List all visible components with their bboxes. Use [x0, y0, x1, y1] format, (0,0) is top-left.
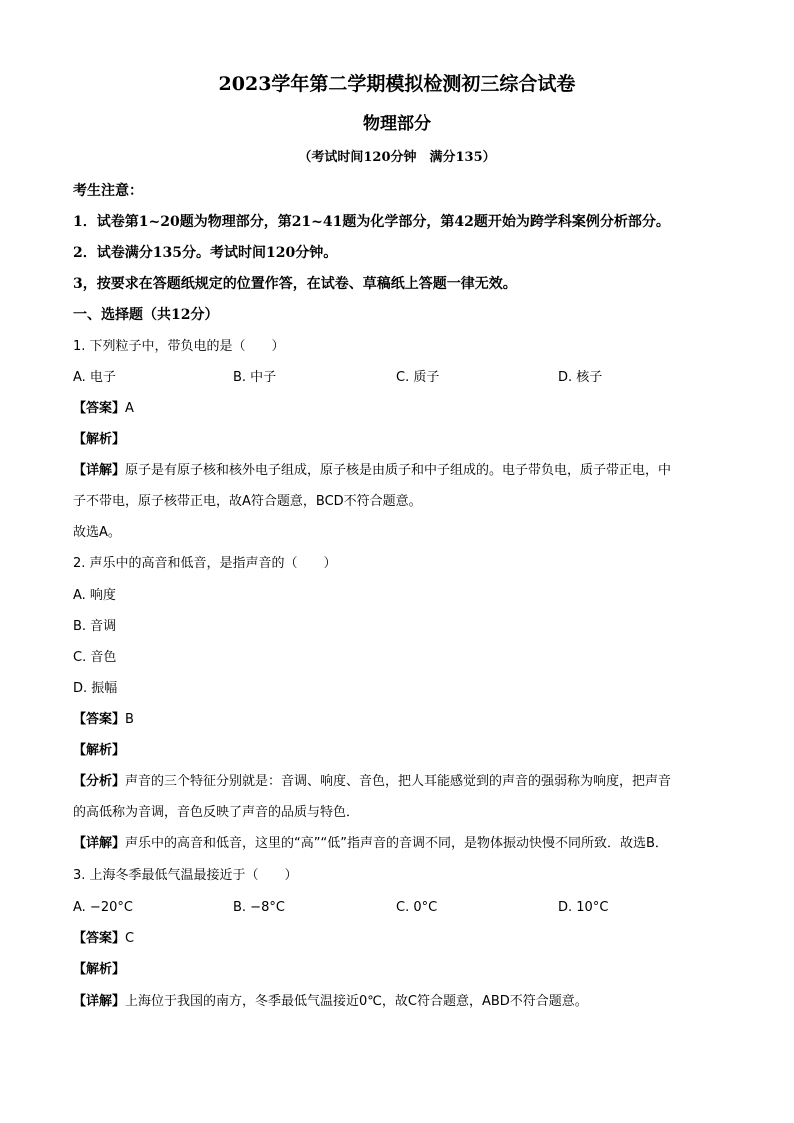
- section-title: 一、选择题（共12分）: [73, 307, 219, 323]
- q2-fenxi-line-1: [73, 772, 671, 792]
- q3-answer-value: C: [125, 931, 135, 946]
- q2-answer-value: B: [125, 712, 134, 727]
- q3-detail: [73, 992, 588, 1012]
- q1-detail-line-1: [73, 461, 671, 481]
- q1-option-d: D. 核子: [558, 370, 603, 385]
- q3-option-c: C. 0°C: [396, 900, 438, 915]
- answer-tag: 【答案】: [73, 401, 126, 416]
- q2-analysis-tag: [73, 741, 125, 761]
- q1-detail-text-1: 原子是有原子核和核外电子组成，原子核是由质子和中子组成的。电子带负电，质子带正电，中: [125, 463, 672, 478]
- q3-analysis-tag: [73, 960, 125, 980]
- q2-answer: [73, 710, 134, 730]
- analysis-tag: 【解析】: [73, 743, 126, 758]
- q1-option-a: A. 电子: [73, 370, 116, 385]
- q3-option-d: D. 10°C: [558, 900, 609, 915]
- detail-tag: 【详解】: [73, 836, 126, 851]
- q1-detail-line-2: 子不带电，原子核带正电，故A符合题意，BCD不符合题意。: [73, 494, 422, 509]
- q2-option-d: D. 振幅: [73, 681, 118, 696]
- analysis-tag: 【解析】: [73, 962, 126, 977]
- notice-item-1: 1．试卷第1~20题为物理部分，第21~41题为化学部分，第42题开始为跨学科案例分析部分。: [73, 214, 670, 230]
- q3-option-b: B. −8°C: [233, 900, 285, 915]
- q2-detail: [73, 834, 668, 854]
- question-1-stem: 1. 下列粒子中，带负电的是（ ）: [73, 339, 285, 354]
- answer-tag: 【答案】: [73, 712, 126, 727]
- section-subtitle: 物理部分: [363, 114, 431, 134]
- detail-tag: 【详解】: [73, 463, 126, 478]
- q1-answer-value: A: [125, 401, 134, 416]
- q2-fenxi-text-1: 声音的三个特征分别就是：音调、响度、音色，把人耳能感觉到的声音的强弱称为响度，把声音: [125, 774, 672, 789]
- exam-title: 2023学年第二学期模拟检测初三综合试卷: [218, 73, 576, 95]
- notice-item-2: 2．试卷满分135分。考试时间120分钟。: [73, 245, 338, 261]
- q1-answer: [73, 399, 134, 419]
- q3-answer: [73, 929, 134, 949]
- q2-option-c: C. 音色: [73, 650, 117, 665]
- q1-conclusion: 故选A。: [73, 525, 121, 540]
- question-2-stem: 2. 声乐中的高音和低音，是指声音的（ ）: [73, 556, 337, 571]
- detail-tag: 【详解】: [73, 994, 126, 1009]
- notice-item-3: 3，按要求在答题纸规定的位置作答，在试卷、草稿纸上答题一律无效。: [73, 276, 517, 292]
- q2-option-a: A. 响度: [73, 588, 116, 603]
- q1-option-b: B. 中子: [233, 370, 277, 385]
- q1-option-c: C. 质子: [396, 370, 440, 385]
- q3-detail-text: 上海位于我国的南方，冬季最低气温接近0℃，故C符合题意，ABD不符合题意。: [125, 994, 588, 1009]
- question-3-stem: 3. 上海冬季最低气温最接近于（ ）: [73, 868, 298, 883]
- q2-fenxi-line-2: 的高低称为音调，音色反映了声音的品质与特色．: [73, 805, 360, 820]
- q1-analysis-tag: [73, 430, 125, 450]
- q2-detail-text: 声乐中的高音和低音，这里的“高”“低”指声音的音调不同，是物体振动快慢不同所致．故选B．: [125, 836, 668, 851]
- analysis-tag: 【解析】: [73, 432, 126, 447]
- answer-tag: 【答案】: [73, 931, 126, 946]
- q2-option-b: B. 音调: [73, 619, 117, 634]
- exam-info: （考试时间120分钟 满分135）: [298, 150, 496, 165]
- notice-heading: 考生注意：: [73, 183, 143, 199]
- q3-option-a: A. −20°C: [73, 900, 133, 915]
- fenxi-tag: 【分析】: [73, 774, 126, 789]
